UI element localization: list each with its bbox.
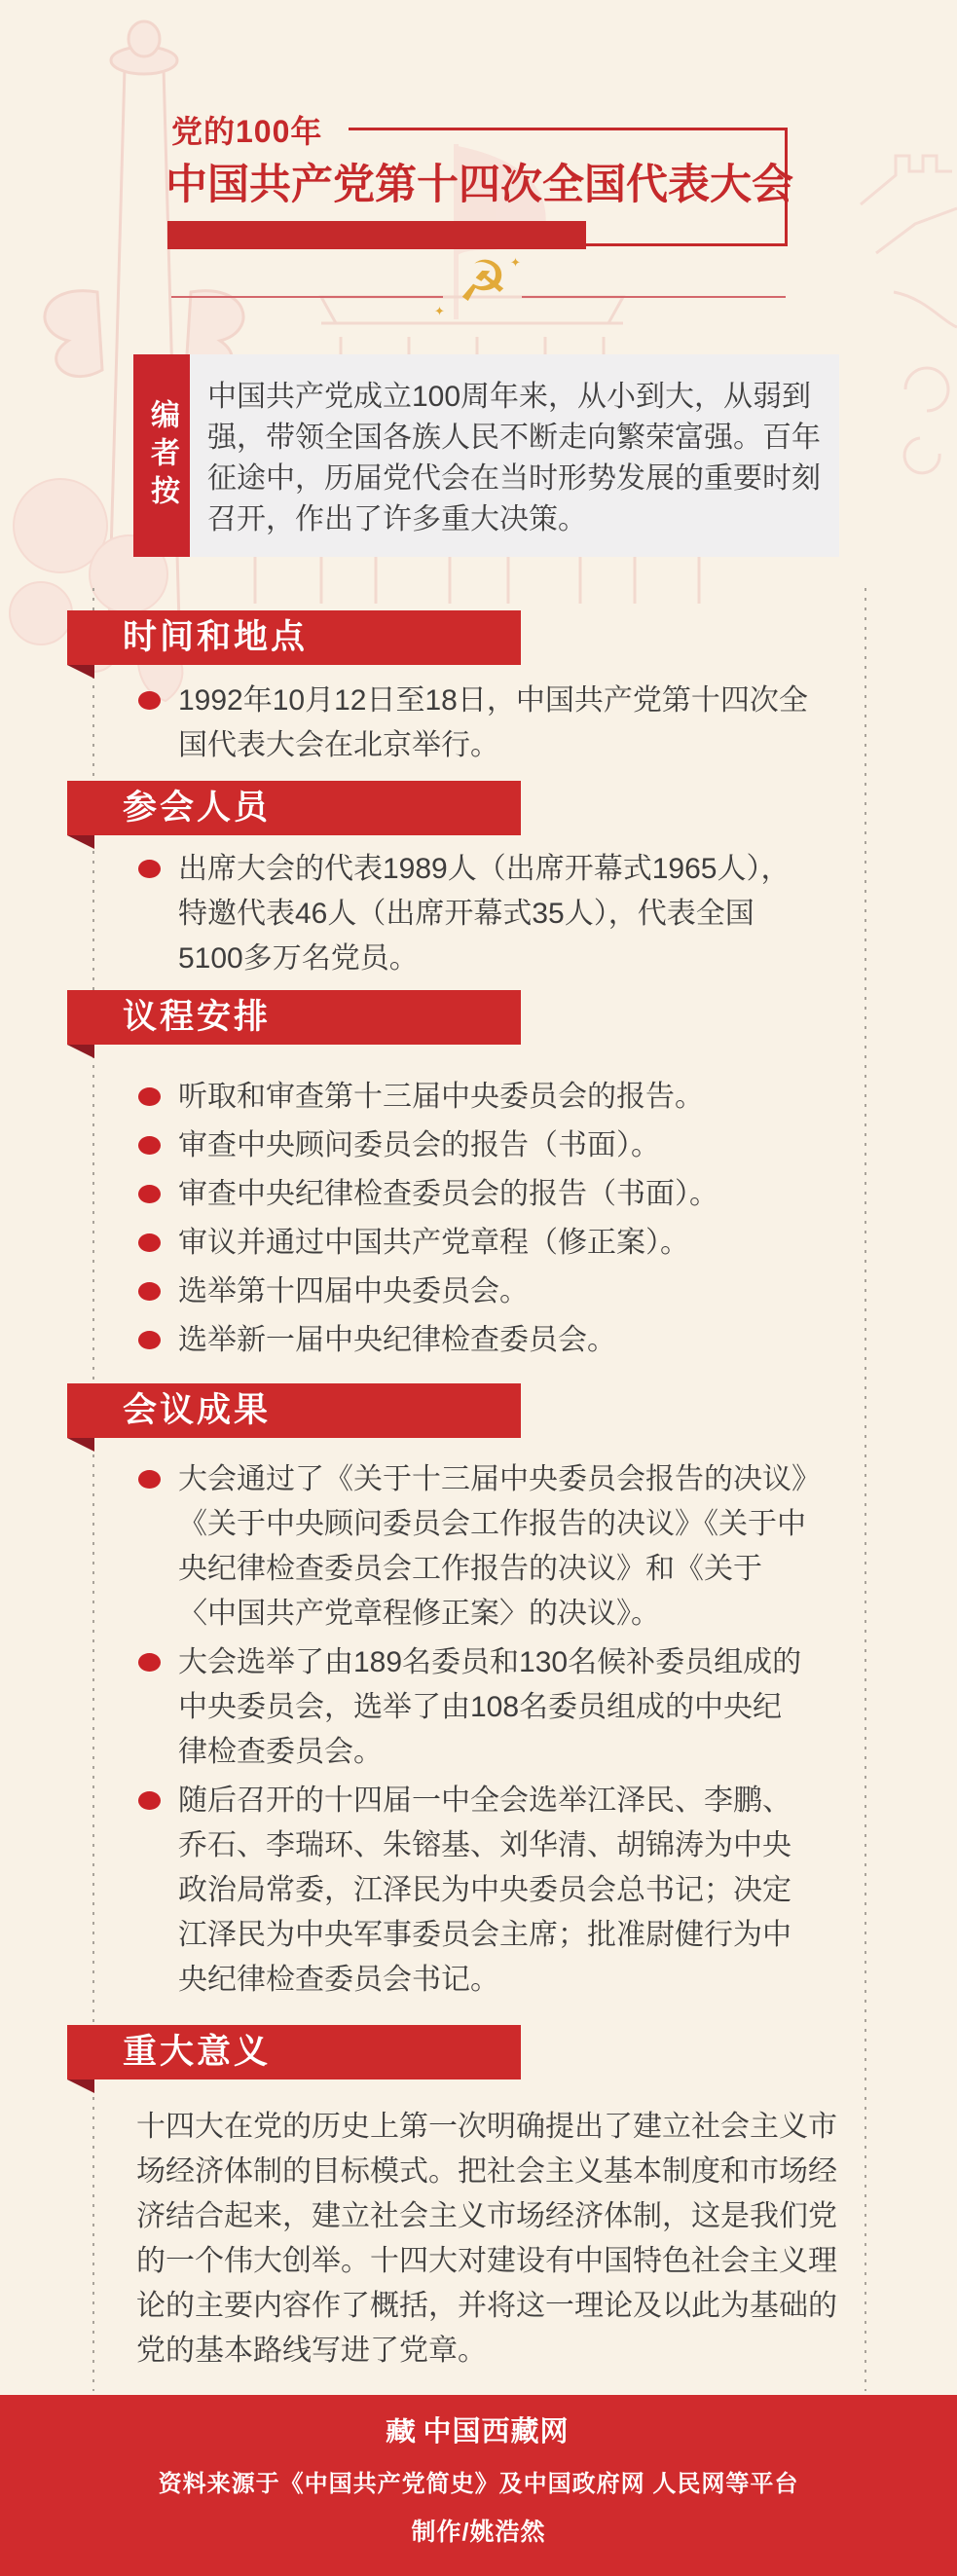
section-title: 重大意义 (123, 2033, 272, 2071)
divider-line-right (522, 296, 786, 298)
kicker-text: 党的100年 (171, 114, 323, 149)
bullet-item (138, 1123, 866, 1168)
bullet-icon (138, 1653, 161, 1672)
sparkle-icon: ✦ (510, 255, 521, 270)
footer-credit-text: 制作/姚浩然 (411, 2519, 546, 2546)
section-banner (67, 1383, 521, 1438)
section-banner (67, 610, 521, 665)
bullet-item (138, 1640, 866, 1775)
bullet-text: 审查中央顾问委员会的报告（书面）。 (178, 1129, 660, 1161)
footer-source-text: 资料来源于《中国共产党简史》及中国政府网 人民网等平台 (158, 2471, 799, 2497)
title-frame-top-line (349, 128, 787, 130)
ribbon-fold (67, 665, 94, 679)
ribbon-fold (67, 835, 94, 849)
section-banner (67, 990, 521, 1045)
bullet-icon (138, 1185, 161, 1203)
ribbon-fold (67, 1438, 94, 1452)
bullet-icon (138, 691, 161, 710)
section-title: 参会人员 (123, 789, 272, 827)
bullet-text: 听取和审查第十三届中央委员会的报告。 (178, 1081, 704, 1113)
section-paragraph: 十四大在党的历史上第一次明确提出了建立社会主义市场经济体制的目标模式。把社会主义基本制度和市场经济结合起来，建立社会主义市场经济体制，这是我们党的一个伟大创举。十四大对建设有中国特色社会主义理论的主要内容作了概括，并将这一理论及以此为基础的党的基本路线写进了党章。 (136, 2111, 837, 2367)
section-time-place (67, 610, 866, 772)
section-banner (67, 2025, 521, 2079)
bullet-item (138, 1270, 866, 1314)
ribbon-fold (67, 1045, 94, 1058)
section-title: 议程安排 (123, 998, 272, 1036)
bullet-item (138, 1457, 866, 1637)
bullet-icon (138, 1470, 161, 1489)
bullet-icon (138, 1233, 161, 1252)
bullet-icon (138, 1282, 161, 1301)
section-content (136, 2105, 866, 2374)
footer (0, 2395, 957, 2576)
section-banner (67, 781, 521, 835)
sparkle-icon: ✦ (434, 304, 445, 318)
title-frame-bottom-line (584, 243, 788, 246)
bullet-icon (138, 860, 161, 878)
bullet-text: 大会通过了《关于十三届中央委员会报告的决议》《关于中央顾问委员会工作报告的决议》《关于中央纪律检查委员会工作报告的决议》和《关于〈中国共产党章程修正案〉的决议》。 (178, 1463, 806, 1630)
china-tibet-network-logo-icon: 藏 (386, 2416, 417, 2447)
bullet-text: 选举新一届中央纪律检查委员会。 (178, 1324, 616, 1356)
bullet-item (138, 1221, 866, 1266)
section-agenda (67, 990, 866, 1367)
section-content (138, 1457, 866, 2003)
title-underline-bar (167, 221, 586, 249)
section-title: 时间和地点 (123, 618, 309, 656)
bullet-text: 1992年10月12日至18日，中国共产党第十四次全国代表大会在北京举行。 (178, 684, 808, 761)
section-content (138, 847, 866, 981)
bullet-icon (138, 1791, 161, 1810)
editor-note-tab (133, 354, 190, 557)
section-content (138, 1075, 866, 1363)
editor-note-text: 中国共产党成立100周年来，从小到大，从弱到强，带领全国各族人民不断走向繁荣富强。百年征途中，历届党代会在当时形势发展的重要时刻召开，作出了许多重大决策。 (207, 381, 821, 535)
bullet-text: 出席大会的代表1989人（出席开幕式1965人），特邀代表46人（出席开幕式35人），代表全国5100多万名党员。 (178, 853, 791, 975)
bullet-item (138, 1075, 866, 1120)
bullet-item (138, 1318, 866, 1363)
bullet-text: 随后召开的十四届一中全会选举江泽民、李鹏、乔石、李瑞环、朱镕基、刘华清、胡锦涛为中央政治局常委，江泽民为中央委员会总书记；决定江泽民为中央军事委员会主席；批准尉健行为中央纪律检查委员会书记。 (178, 1785, 791, 1996)
bullet-item (138, 679, 866, 768)
bullet-text: 审查中央纪律检查委员会的报告（书面）。 (178, 1178, 718, 1210)
bullet-text: 大会选举了由189名委员和130名候补委员组成的中央委员会，选举了由108名委员组成的中央纪律检查委员会。 (178, 1646, 802, 1768)
party-emblem-icon: ☭ (458, 250, 508, 313)
section-title: 会议成果 (123, 1391, 272, 1429)
section-content (138, 679, 866, 768)
bullet-icon (138, 1087, 161, 1106)
editor-note-label: 编者按 (146, 398, 178, 513)
page-title: 中国共产党第十四次全国代表大会 (166, 162, 793, 208)
section-attendees (67, 781, 866, 985)
footer-brand (387, 2410, 569, 2447)
editor-note-box (190, 354, 839, 557)
bullet-text: 审议并通过中国共产党章程（修正案）。 (178, 1227, 689, 1259)
section-significance (67, 2025, 866, 2374)
bullet-icon (138, 1136, 161, 1155)
ribbon-fold (67, 2079, 94, 2093)
bullet-item (138, 847, 866, 981)
bullet-icon (138, 1331, 161, 1349)
bullet-text: 选举第十四届中央委员会。 (178, 1275, 529, 1307)
bullet-item (138, 1172, 866, 1217)
divider-line-left (171, 296, 443, 298)
bullet-item (138, 1779, 866, 2003)
footer-brand-name: 中国西藏网 (423, 2415, 570, 2447)
section-outcomes (67, 1383, 866, 2006)
